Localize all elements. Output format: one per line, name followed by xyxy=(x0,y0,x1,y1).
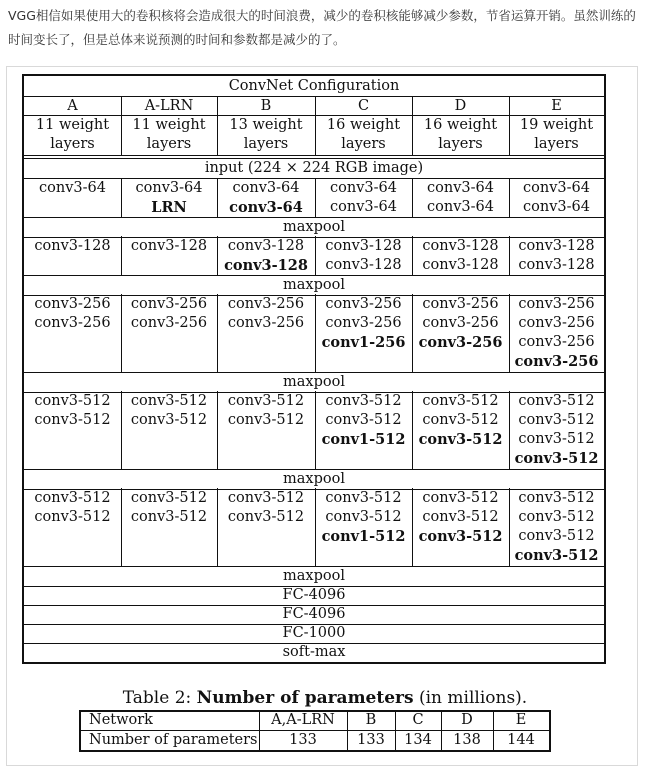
layer-conv3-512: conv3-512 xyxy=(422,490,499,506)
column-name: D xyxy=(454,98,467,114)
layer-conv3-128: conv3-128 xyxy=(518,238,595,254)
layer-conv3-256: conv3-256 xyxy=(518,334,595,350)
layer-conv1-256: conv1-256 xyxy=(321,334,406,351)
layer-conv3-256: conv3-256 xyxy=(422,296,499,312)
layer-conv3-128: conv3-128 xyxy=(422,257,499,273)
layer-conv3-128: conv3-128 xyxy=(422,238,499,254)
column-name: A-LRN xyxy=(144,98,194,114)
layer-conv3-512: conv3-512 xyxy=(514,547,599,564)
layer-conv3-256: conv3-256 xyxy=(227,315,305,331)
layer-conv3-512: conv3-512 xyxy=(130,412,208,428)
layer-conv3-64: conv3-64 xyxy=(523,180,590,196)
layer-conv3-512: conv3-512 xyxy=(418,528,503,545)
layer-conv3-512: conv3-512 xyxy=(34,509,111,525)
layer-conv3-64: conv3-64 xyxy=(135,180,203,196)
params-header-cell: B xyxy=(365,712,377,728)
params-value-cell: Number of parameters xyxy=(89,732,258,748)
input-row: input (224 × 224 RGB image) xyxy=(204,160,424,176)
params-header-cell: D xyxy=(461,712,473,728)
layer-conv3-128: conv3-128 xyxy=(325,257,402,273)
params-value-cell: 134 xyxy=(404,732,432,748)
layer-conv3-256: conv3-256 xyxy=(518,315,595,331)
layer-conv1-512: conv1-512 xyxy=(321,528,406,545)
table2-caption xyxy=(0,688,650,708)
params-value-cell: 133 xyxy=(289,732,317,748)
layer-conv3-512: conv3-512 xyxy=(422,509,499,525)
layer-conv3-512: conv3-512 xyxy=(34,490,111,506)
maxpool-row: maxpool xyxy=(283,219,345,235)
layer-conv3-512: conv3-512 xyxy=(34,393,111,409)
column-name: B xyxy=(260,98,272,114)
layer-conv3-64: conv3-64 xyxy=(523,199,590,215)
column-weight-count: 19 weight xyxy=(519,117,594,133)
layer-conv3-256: conv3-256 xyxy=(34,315,111,331)
layer-conv3-512: conv3-512 xyxy=(518,490,595,506)
tail-row-fc-4096: FC-4096 xyxy=(282,606,346,622)
layer-conv3-512: conv3-512 xyxy=(325,490,402,506)
layer-conv3-512: conv3-512 xyxy=(130,393,208,409)
layer-conv3-512: conv3-512 xyxy=(518,431,595,447)
config-title: ConvNet Configuration xyxy=(228,78,400,94)
layer-conv3-256: conv3-256 xyxy=(34,296,111,312)
layer-conv3-128: conv3-128 xyxy=(518,257,595,273)
maxpool-row: maxpool xyxy=(283,277,345,293)
layer-conv3-256: conv3-256 xyxy=(227,296,305,312)
column-weight-count: 11 weight xyxy=(35,117,110,133)
layer-conv3-64: conv3-64 xyxy=(229,199,303,216)
column-weight-layers: layers xyxy=(50,136,95,152)
layer-conv3-64: conv3-64 xyxy=(330,180,397,196)
layer-conv3-64: conv3-64 xyxy=(427,199,494,215)
params-header-cell: C xyxy=(412,712,424,728)
layer-conv3-512: conv3-512 xyxy=(325,509,402,525)
caption-suffix: (in millions). xyxy=(413,688,528,708)
column-weight-layers: layers xyxy=(146,136,192,152)
layer-conv3-512: conv3-512 xyxy=(422,393,499,409)
maxpool-row: maxpool xyxy=(283,374,345,390)
column-weight-layers: layers xyxy=(438,136,483,152)
params-value-cell: 144 xyxy=(507,732,535,748)
layer-LRN: LRN xyxy=(151,199,187,216)
column-weight-count: 16 weight xyxy=(423,117,498,133)
tail-row-fc-1000: FC-1000 xyxy=(282,625,346,641)
tail-row-maxpool: maxpool xyxy=(283,568,345,584)
layer-conv3-128: conv3-128 xyxy=(325,238,402,254)
layer-conv3-256: conv3-256 xyxy=(130,315,208,331)
layer-conv3-512: conv3-512 xyxy=(518,528,595,544)
layer-conv3-512: conv3-512 xyxy=(130,490,208,506)
layer-conv3-128: conv3-128 xyxy=(224,257,308,274)
column-name: E xyxy=(551,98,562,114)
layer-conv3-512: conv3-512 xyxy=(227,412,305,428)
row-divider xyxy=(24,155,604,156)
layer-conv3-64: conv3-64 xyxy=(39,180,106,196)
layer-conv3-512: conv3-512 xyxy=(418,431,503,448)
layer-conv3-512: conv3-512 xyxy=(130,509,208,525)
layer-conv3-128: conv3-128 xyxy=(130,238,208,254)
maxpool-row: maxpool xyxy=(283,471,345,487)
tail-row-soft-max: soft-max xyxy=(282,644,346,660)
caption-bold: Number of parameters xyxy=(196,688,414,708)
column-weight-layers: layers xyxy=(534,136,579,152)
tail-row-fc-4096: FC-4096 xyxy=(282,587,346,603)
layer-conv3-512: conv3-512 xyxy=(34,412,111,428)
parameters-table xyxy=(79,710,551,752)
layer-conv3-512: conv3-512 xyxy=(227,509,305,525)
params-value-cell: 133 xyxy=(357,732,385,748)
caption-prefix: Table 2: xyxy=(122,688,197,708)
column-weight-count: 13 weight xyxy=(229,117,303,133)
params-value-cell: 138 xyxy=(453,732,481,748)
layer-conv3-256: conv3-256 xyxy=(518,296,595,312)
layer-conv3-512: conv3-512 xyxy=(422,412,499,428)
layer-conv3-512: conv3-512 xyxy=(325,412,402,428)
params-header-cell: A,A-LRN xyxy=(271,712,335,728)
layer-conv3-64: conv3-64 xyxy=(330,199,397,215)
layer-conv3-256: conv3-256 xyxy=(325,315,402,331)
layer-conv3-128: conv3-128 xyxy=(34,238,111,254)
layer-conv3-512: conv3-512 xyxy=(518,509,595,525)
layer-conv3-512: conv3-512 xyxy=(518,393,595,409)
column-name: A xyxy=(67,98,78,114)
intro-paragraph: VGG相信如果使用大的卷积核将会造成很大的时间浪费，减少的卷积核能够减少参数，节省运算开销。虽然训练的时间变长了，但是总体来说预测的时间和参数都是减少的了。 xyxy=(8,8,636,47)
column-weight-layers: layers xyxy=(243,136,289,152)
layer-conv1-512: conv1-512 xyxy=(321,431,406,448)
layer-conv3-256: conv3-256 xyxy=(418,334,503,351)
column-weight-layers: layers xyxy=(341,136,386,152)
layer-conv3-256: conv3-256 xyxy=(325,296,402,312)
layer-conv3-512: conv3-512 xyxy=(518,412,595,428)
layer-conv3-64: conv3-64 xyxy=(427,180,494,196)
column-name: C xyxy=(357,98,370,114)
layer-conv3-512: conv3-512 xyxy=(325,393,402,409)
layer-conv3-512: conv3-512 xyxy=(227,490,305,506)
convnet-configuration-table xyxy=(22,74,606,664)
layer-conv3-512: conv3-512 xyxy=(227,393,305,409)
layer-conv3-256: conv3-256 xyxy=(130,296,208,312)
params-header-cell: E xyxy=(515,712,527,728)
layer-conv3-256: conv3-256 xyxy=(514,353,599,370)
column-weight-count: 11 weight xyxy=(132,117,206,133)
layer-conv3-128: conv3-128 xyxy=(227,238,305,254)
layer-conv3-256: conv3-256 xyxy=(422,315,499,331)
layer-conv3-512: conv3-512 xyxy=(514,450,599,467)
layer-conv3-64: conv3-64 xyxy=(232,180,300,196)
column-weight-count: 16 weight xyxy=(326,117,401,133)
params-header-cell: Network xyxy=(89,712,153,728)
